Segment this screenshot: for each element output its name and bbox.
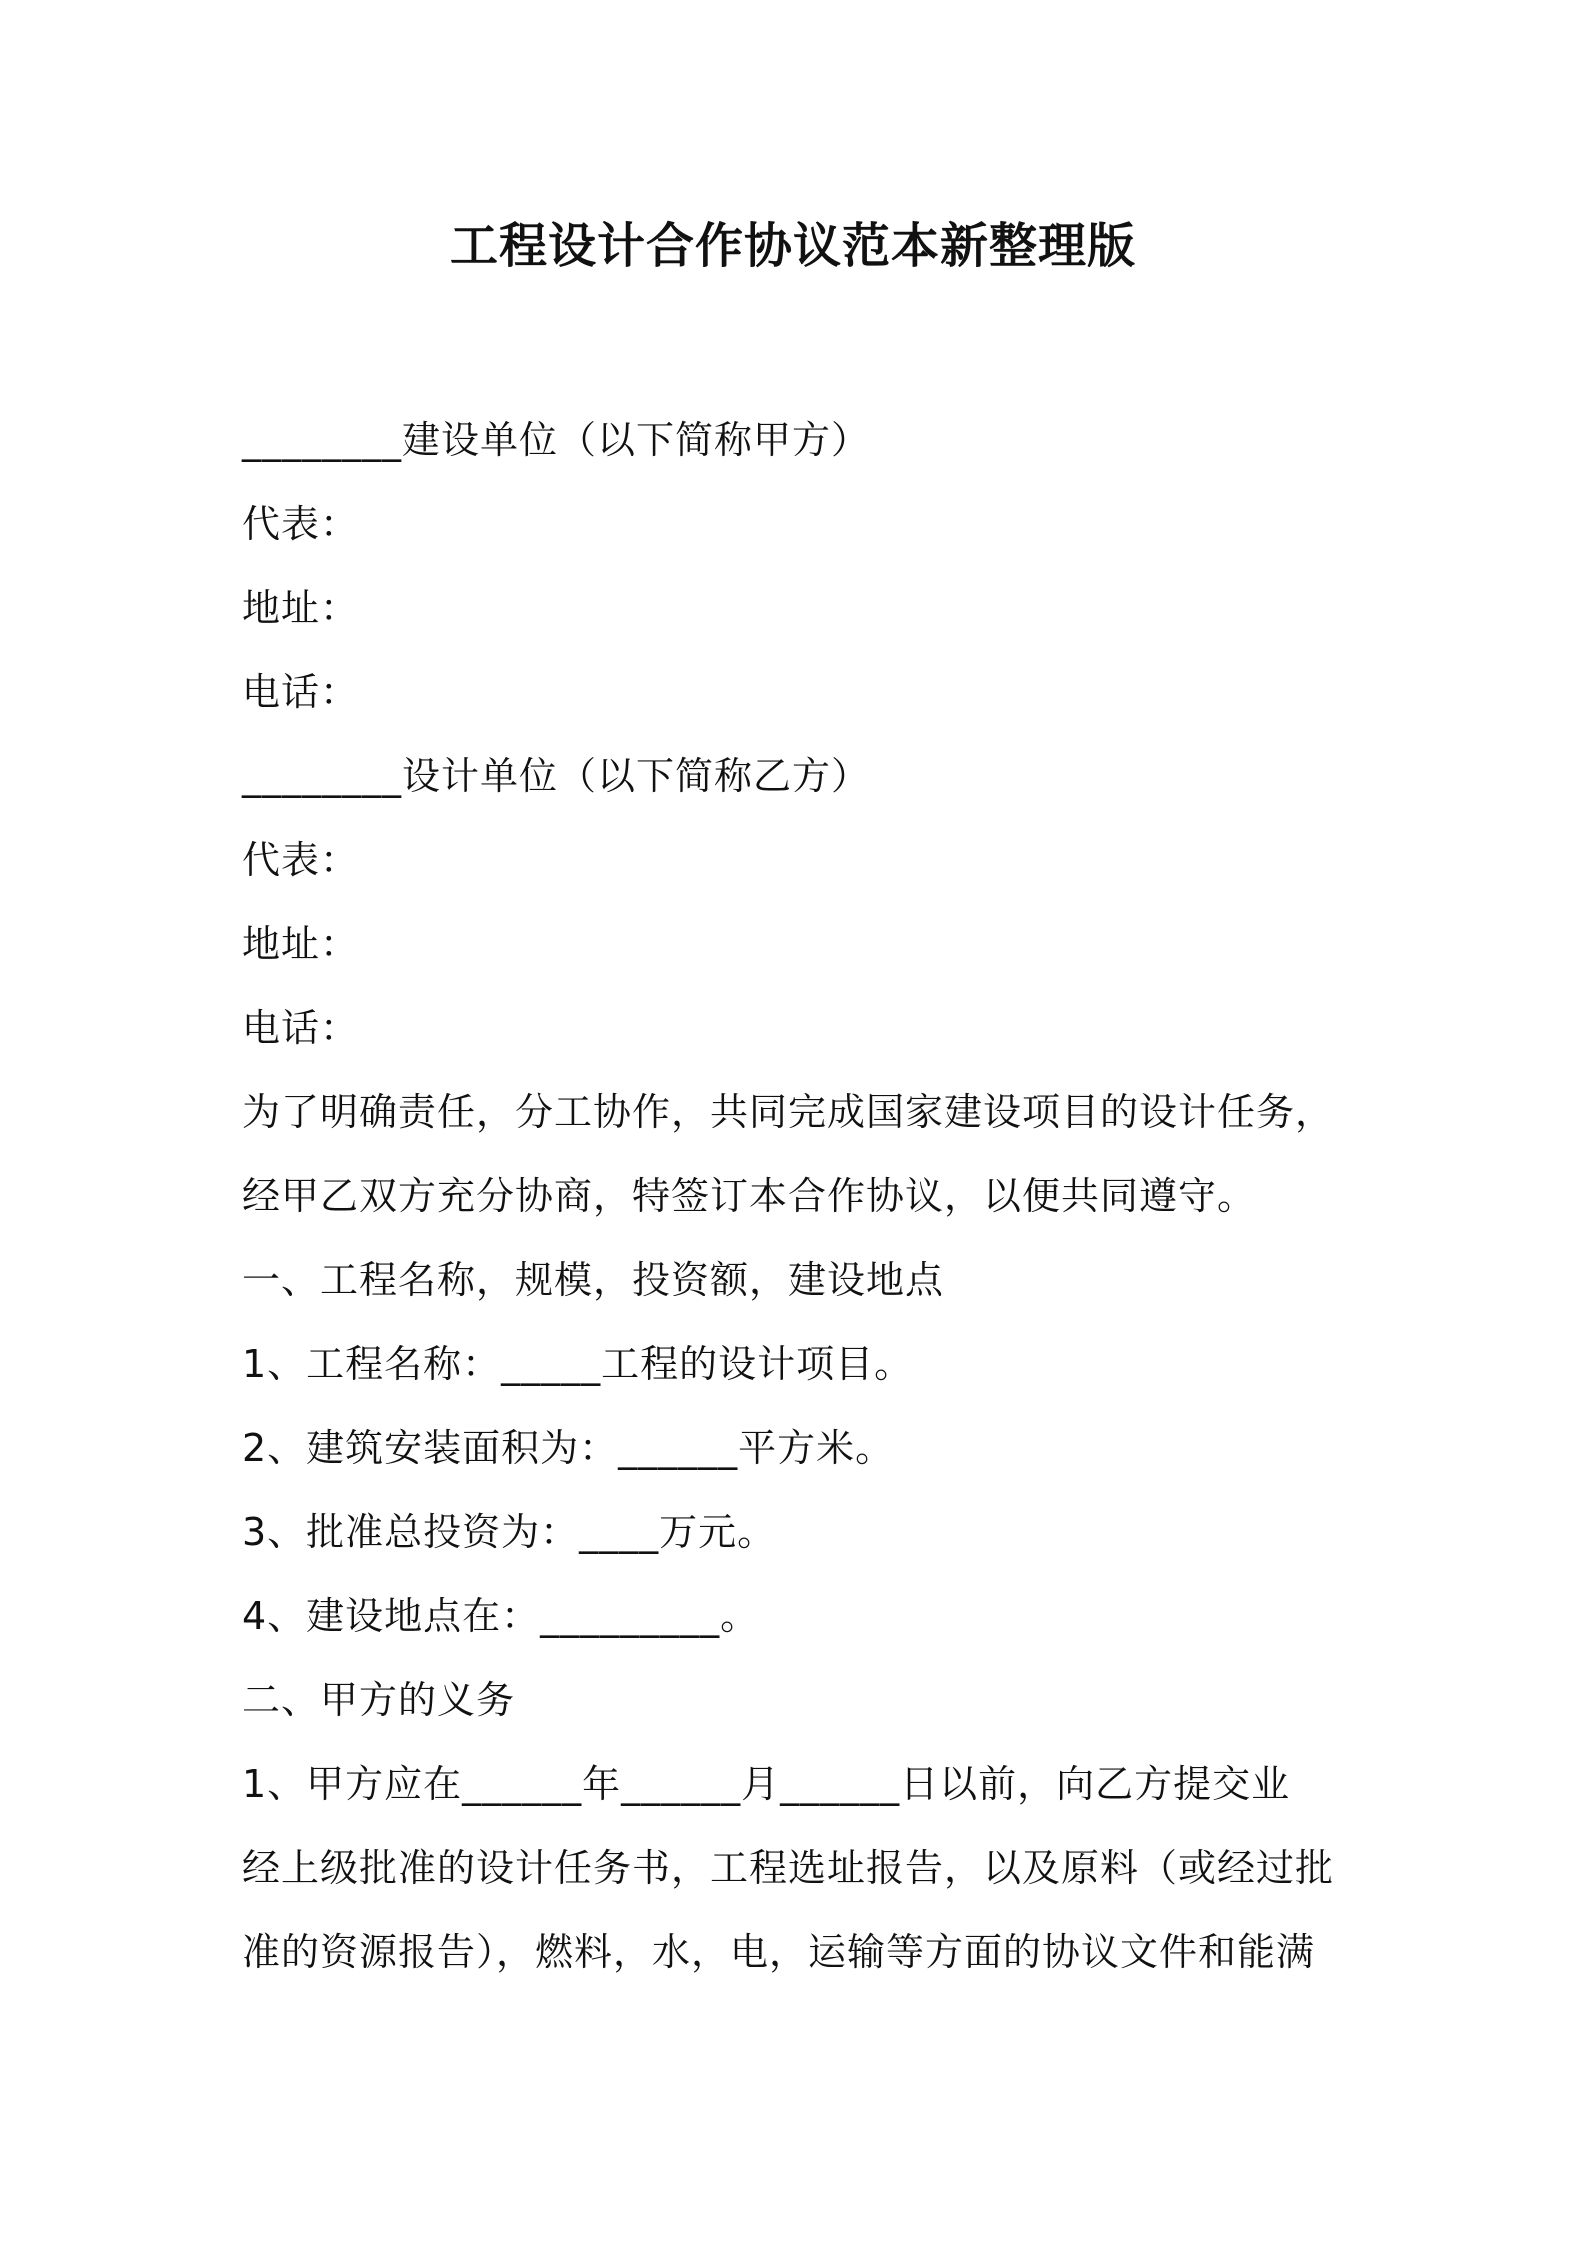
party-b-representative-line: 代表： bbox=[242, 838, 360, 882]
party-b-phone-line: 电话： bbox=[242, 1006, 360, 1050]
party-b-address-line: 地址： bbox=[242, 922, 360, 966]
section-heading: 二、甲方的义务 bbox=[242, 1678, 516, 1722]
document-body bbox=[242, 398, 1362, 1994]
clause-line: 2、建筑安装面积为：______平方米。 bbox=[242, 1426, 895, 1470]
clause-line: 准的资源报告），燃料，水，电，运输等方面的协议文件和能满 bbox=[242, 1930, 1316, 1974]
clause-line: 1、工程名称：_____工程的设计项目。 bbox=[242, 1342, 914, 1386]
preamble-line: 为了明确责任，分工协作，共同完成国家建设项目的设计任务， bbox=[242, 1090, 1335, 1134]
section-heading: 一、工程名称，规模，投资额，建设地点 bbox=[242, 1258, 945, 1302]
preamble-line: 经甲乙双方充分协商，特签订本合作协议，以便共同遵守。 bbox=[242, 1174, 1257, 1218]
party-a-name-line: ________建设单位（以下简称甲方） bbox=[242, 418, 871, 462]
document-title: 工程设计合作协议范本新整理版 bbox=[449, 218, 1136, 274]
party-a-representative-line: 代表： bbox=[242, 502, 360, 546]
clause-line: 1、甲方应在______年______月______日以前，向乙方提交业 bbox=[242, 1762, 1291, 1806]
clause-line: 经上级批准的设计任务书，工程选址报告，以及原料（或经过批 bbox=[242, 1846, 1335, 1890]
clause-line: 3、批准总投资为：____万元。 bbox=[242, 1510, 777, 1554]
party-a-phone-line: 电话： bbox=[242, 670, 360, 714]
party-a-address-line: 地址： bbox=[242, 586, 360, 630]
clause-line: 4、建设地点在：_________。 bbox=[242, 1594, 760, 1638]
party-b-name-line: ________设计单位（以下简称乙方） bbox=[242, 754, 871, 798]
